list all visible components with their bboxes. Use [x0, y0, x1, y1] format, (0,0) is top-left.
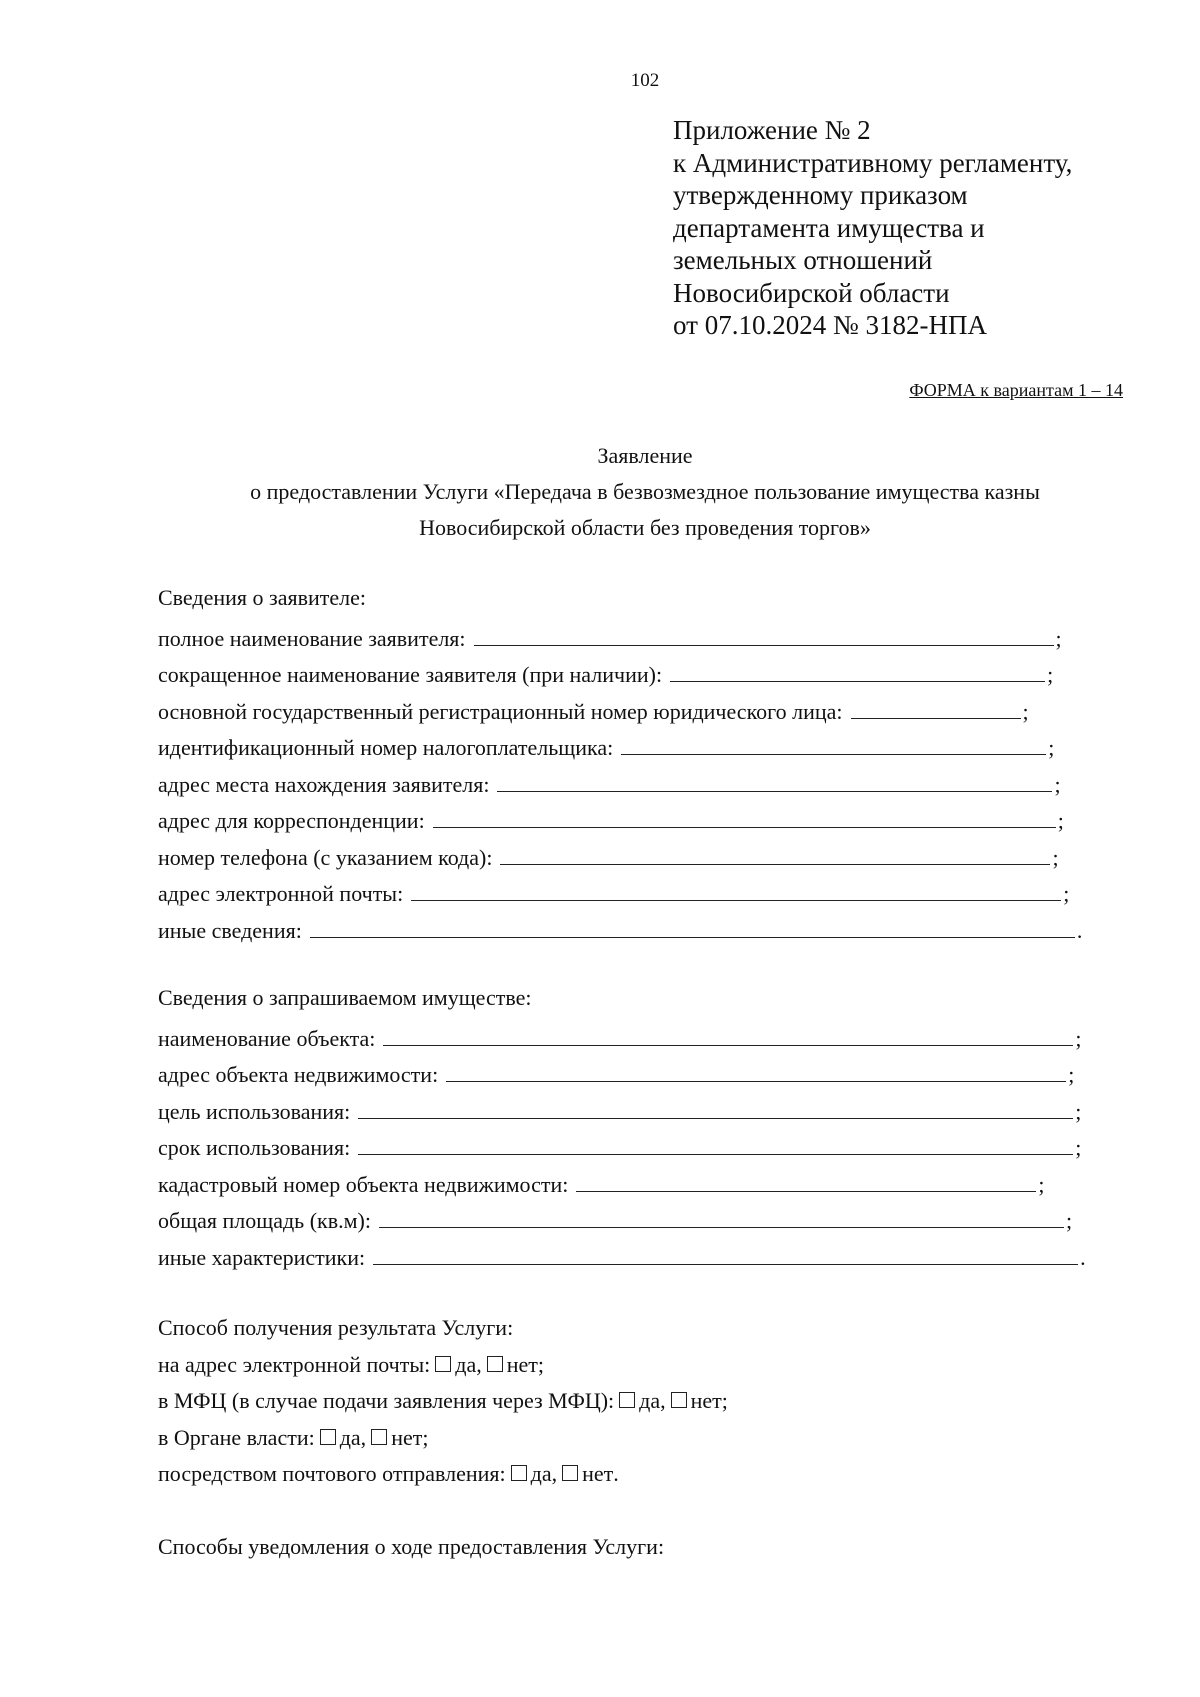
option-row — [158, 1352, 728, 1389]
appendix-line: Приложение № 2 — [673, 115, 871, 145]
field-end: ; — [1048, 735, 1055, 760]
field-label: сокращенное наименование заявителя (при наличии): — [158, 662, 663, 687]
fill-line[interactable] — [670, 658, 1045, 682]
field-row — [158, 768, 1082, 805]
field-end: ; — [1075, 1025, 1082, 1051]
field-end: ; — [1065, 1208, 1073, 1233]
field-row — [158, 1022, 1086, 1059]
checkbox-no[interactable] — [562, 1465, 578, 1481]
section-heading: Сведения о заявителе: — [158, 585, 367, 610]
field-label: иные характеристики: — [158, 1244, 366, 1270]
option-row — [158, 1388, 728, 1425]
field-row — [158, 914, 1082, 951]
page-number: 102 — [630, 70, 660, 91]
document-subtitle-line: о предоставлении Услуги «Передача в безвозмездное пользование имущества казны — [250, 479, 1040, 504]
fill-line[interactable] — [497, 768, 1052, 792]
yes-label: да, — [455, 1351, 482, 1377]
appendix-line: департамента имущества и — [673, 212, 985, 243]
appendix-line: от 07.10.2024 № 3182-НПА — [673, 310, 987, 340]
property-section — [158, 985, 1086, 1277]
field-end: ; — [1038, 1171, 1045, 1197]
fill-line[interactable] — [621, 731, 1046, 755]
option-end: ; — [537, 1351, 544, 1377]
yes-label: да, — [339, 1424, 367, 1450]
field-row — [158, 695, 1082, 732]
field-label: цель использования: — [158, 1098, 351, 1124]
field-label: адрес для корреспонденции: — [158, 808, 425, 833]
result-method-section — [158, 1315, 728, 1498]
option-label: в Органе власти: — [158, 1424, 315, 1450]
form-variant-tag: ФОРМА к вариантам 1 – 14 — [909, 380, 1123, 400]
field-end: ; — [1054, 771, 1061, 797]
field-end: ; — [1022, 698, 1029, 724]
appendix-line: к Административному регламенту, — [673, 147, 1073, 178]
checkbox-no[interactable] — [371, 1429, 387, 1445]
fill-line[interactable] — [379, 1204, 1064, 1228]
fill-line[interactable] — [310, 914, 1075, 938]
yes-label: да, — [530, 1461, 558, 1486]
field-row — [158, 1168, 1086, 1205]
yes-label: да, — [639, 1388, 666, 1413]
field-row — [158, 1058, 1086, 1095]
field-label: адрес электронной почты: — [158, 881, 404, 906]
field-label: полное наименование заявителя: — [158, 625, 466, 651]
checkbox-yes[interactable] — [511, 1465, 527, 1481]
fill-line[interactable] — [358, 1131, 1073, 1155]
option-end: ; — [721, 1388, 728, 1413]
option-label: в МФЦ (в случае подачи заявления через МФЦ): — [158, 1388, 615, 1413]
section-heading: Сведения о запрашиваемом имуществе: — [158, 985, 532, 1010]
field-row — [158, 731, 1082, 768]
no-label: нет — [690, 1388, 722, 1413]
field-row — [158, 1095, 1086, 1132]
field-label: основной государственный регистрационный номер юридического лица: — [158, 698, 843, 724]
option-end: . — [613, 1461, 619, 1486]
document-title: Заявление — [597, 443, 693, 468]
fill-line[interactable] — [576, 1168, 1036, 1192]
option-label: посредством почтового отправления: — [158, 1461, 506, 1486]
field-end: ; — [1068, 1062, 1075, 1087]
applicant-section — [158, 585, 1082, 950]
no-label: нет — [582, 1461, 614, 1486]
appendix-line: земельных отношений — [673, 245, 933, 275]
field-end: ; — [1047, 662, 1054, 687]
option-label: на адрес электронной почты: — [158, 1351, 431, 1377]
option-end: ; — [422, 1424, 429, 1450]
checkbox-yes[interactable] — [435, 1356, 451, 1372]
appendix-block — [673, 114, 1072, 342]
no-label: нет — [506, 1351, 538, 1377]
appendix-line: Новосибирской области — [673, 277, 950, 308]
fill-line[interactable] — [500, 841, 1050, 865]
fill-line[interactable] — [383, 1022, 1073, 1046]
field-row — [158, 1204, 1086, 1241]
document-subtitle-line: Новосибирской области без проведения торгов» — [419, 515, 871, 540]
fill-line[interactable] — [851, 695, 1021, 719]
field-end: ; — [1075, 1135, 1082, 1160]
field-label: срок использования: — [158, 1135, 351, 1160]
field-label: общая площадь (кв.м): — [158, 1208, 371, 1233]
field-end: ; — [1063, 881, 1070, 906]
no-label: нет — [391, 1424, 423, 1450]
option-row — [158, 1425, 728, 1462]
field-end: . — [1080, 1244, 1086, 1270]
checkbox-no[interactable] — [487, 1356, 503, 1372]
field-row — [158, 622, 1082, 659]
fill-line[interactable] — [358, 1095, 1073, 1119]
field-end: ; — [1052, 844, 1059, 870]
option-row — [158, 1461, 728, 1498]
checkbox-no[interactable] — [671, 1392, 687, 1408]
fill-line[interactable] — [411, 877, 1061, 901]
section-heading: Способ получения результата Услуги: — [158, 1315, 514, 1340]
fill-line[interactable] — [373, 1241, 1078, 1265]
field-row — [158, 841, 1082, 878]
field-label: наименование объекта: — [158, 1025, 376, 1051]
field-label: иные сведения: — [158, 917, 302, 943]
field-row — [158, 1131, 1086, 1168]
appendix-line: утвержденному приказом — [673, 180, 968, 210]
checkbox-yes[interactable] — [320, 1429, 336, 1445]
field-row — [158, 877, 1082, 914]
field-end: ; — [1057, 808, 1064, 833]
field-label: адрес места нахождения заявителя: — [158, 771, 490, 797]
notification-section — [158, 1534, 664, 1571]
section-heading: Способы уведомления о ходе предоставления Услуги: — [158, 1534, 665, 1559]
fill-line[interactable] — [446, 1058, 1066, 1082]
field-row — [158, 1241, 1086, 1278]
field-label: номер телефона (с указанием кода): — [158, 844, 493, 870]
fill-line[interactable] — [433, 804, 1056, 828]
field-row — [158, 658, 1082, 695]
field-label: кадастровый номер объекта недвижимости: — [158, 1171, 569, 1197]
field-end: . — [1076, 917, 1083, 943]
field-label: адрес объекта недвижимости: — [158, 1062, 439, 1087]
fill-line[interactable] — [474, 622, 1054, 646]
field-end: ; — [1075, 1098, 1082, 1124]
field-row — [158, 804, 1082, 841]
field-end: ; — [1055, 625, 1062, 651]
checkbox-yes[interactable] — [619, 1392, 635, 1408]
field-label: идентификационный номер налогоплательщика: — [158, 735, 614, 760]
